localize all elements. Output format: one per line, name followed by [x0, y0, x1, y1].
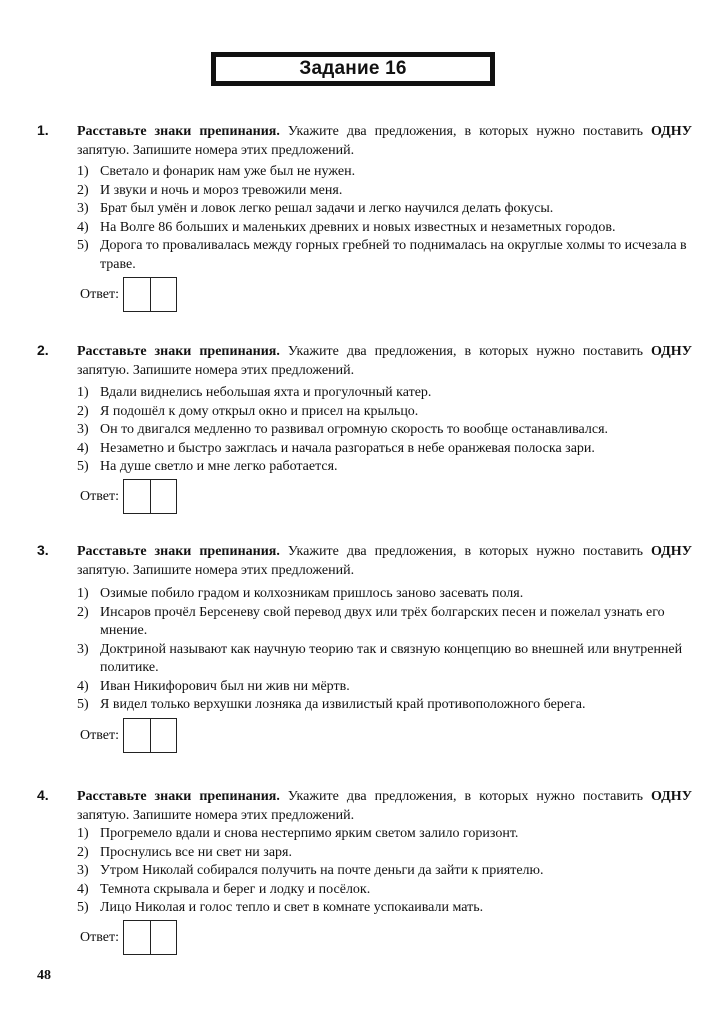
options-list — [77, 163, 697, 274]
answer-cell-2[interactable] — [150, 480, 176, 513]
prompt-text-end: запятую. Запишите номера этих предложений. — [77, 563, 355, 578]
task-number: 2. — [37, 342, 49, 358]
answer-field — [80, 718, 177, 753]
answer-cells — [123, 718, 177, 753]
option-item: 4) Темнота скрывала и берег и лодку и посёлок. — [77, 881, 371, 897]
option-item: 2) И звуки и ночь и мороз тревожили меня. — [77, 182, 343, 198]
answer-cell-1[interactable] — [124, 480, 150, 513]
task-prompt — [77, 542, 692, 580]
option-item: 2) Инсаров прочёл Берсеневу свой перевод двух или трёх болгарских песен и пожелал узнать его мнение. — [77, 604, 665, 638]
option-item: 3) Утром Николай собирался получить на почте деньги да зайти к приятелю. — [77, 863, 544, 878]
prompt-text: Укажите два предложения, в которых нужно поставить — [279, 344, 651, 359]
option-item: 1) Прогремело вдали и снова нестерпимо ярким светом залило горизонт. — [77, 826, 519, 841]
prompt-instruction: Расставьте знаки препинания. — [77, 544, 280, 559]
answer-cell-2[interactable] — [150, 278, 176, 311]
options-list — [77, 384, 697, 477]
task-prompt — [77, 787, 692, 825]
answer-cell-1[interactable] — [124, 719, 150, 752]
prompt-emphasis: ОДНУ — [650, 789, 692, 804]
prompt-emphasis: ОДНУ — [650, 344, 692, 359]
answer-cell-2[interactable] — [150, 719, 176, 752]
option-item: 4) Иван Никифорович был ни жив ни мёртв. — [77, 678, 350, 694]
prompt-text-end: запятую. Запишите номера этих предложений. — [77, 808, 355, 823]
option-item: 1) Озимые побило градом и колхозникам пришлось заново засевать поля. — [77, 586, 524, 601]
prompt-instruction: Расставьте знаки препинания. — [77, 124, 280, 139]
prompt-emphasis: ОДНУ — [650, 544, 692, 559]
answer-cells — [123, 920, 177, 955]
prompt-instruction: Расставьте знаки препинания. — [77, 344, 280, 359]
answer-cells — [123, 479, 177, 514]
option-item: 5) Дорога то проваливалась между горных гребней то поднималась на округлые холмы то исчезала в траве. — [77, 238, 687, 272]
answer-label: Ответ: — [80, 488, 119, 504]
task-prompt — [77, 342, 692, 380]
option-item: 5) Я видел только верхушки лозняка да извилистый край противоположного берега. — [77, 697, 586, 712]
task-number: 4. — [37, 787, 49, 803]
answer-field — [80, 277, 177, 312]
answer-cell-1[interactable] — [124, 921, 150, 954]
prompt-text-end: запятую. Запишите номера этих предложений. — [77, 143, 355, 158]
option-item: 3) Доктриной называют как научную теорию так и связную концепцию во внешней или внутренней политике. — [77, 641, 683, 675]
prompt-text: Укажите два предложения, в которых нужно поставить — [279, 544, 651, 559]
prompt-text-end: запятую. Запишите номера этих предложений. — [77, 363, 355, 378]
prompt-text: Укажите два предложения, в которых нужно поставить — [279, 124, 651, 139]
section-title-box — [211, 52, 495, 86]
task-prompt — [77, 122, 692, 160]
prompt-instruction: Расставьте знаки препинания. — [77, 789, 280, 804]
options-list — [77, 825, 697, 918]
answer-field — [80, 479, 177, 514]
option-item: 5) Лицо Николая и голос тепло и свет в комнате успокаивали мать. — [77, 900, 484, 915]
task-number: 3. — [37, 542, 49, 558]
task-number: 1. — [37, 122, 49, 138]
answer-label: Ответ: — [80, 727, 119, 743]
option-item: 1) Светало и фонарик нам уже был не нужен. — [77, 164, 356, 179]
option-item: 5) На душе светло и мне легко работается. — [77, 459, 338, 474]
answer-field — [80, 920, 177, 955]
prompt-text: Укажите два предложения, в которых нужно поставить — [279, 789, 651, 804]
option-item: 3) Брат был умён и ловок легко решал задачи и легко научился делать фокусы. — [77, 201, 554, 216]
option-item: 3) Он то двигался медленно то развивал огромную скорость то вообще останавливался. — [77, 422, 609, 437]
page-number: 48 — [37, 968, 51, 983]
section-title: Задание 16 — [299, 58, 407, 79]
option-item: 2) Проснулись все ни свет ни заря. — [77, 844, 292, 860]
option-item: 1) Вдали виднелись небольшая яхта и прогулочный катер. — [77, 385, 432, 400]
answer-label: Ответ: — [80, 929, 119, 945]
answer-label: Ответ: — [80, 286, 119, 302]
option-item: 4) На Волге 86 больших и маленьких древних и новых известных и незаметных городов. — [77, 219, 616, 235]
option-item: 2) Я подошёл к дому открыл окно и присел на крыльцо. — [77, 403, 419, 419]
answer-cell-2[interactable] — [150, 921, 176, 954]
answer-cell-1[interactable] — [124, 278, 150, 311]
answer-cells — [123, 277, 177, 312]
prompt-emphasis: ОДНУ — [650, 124, 692, 139]
options-list — [77, 585, 697, 715]
option-item: 4) Незаметно и быстро зажглась и начала разгораться в небе оранжевая полоска зари. — [77, 440, 595, 456]
